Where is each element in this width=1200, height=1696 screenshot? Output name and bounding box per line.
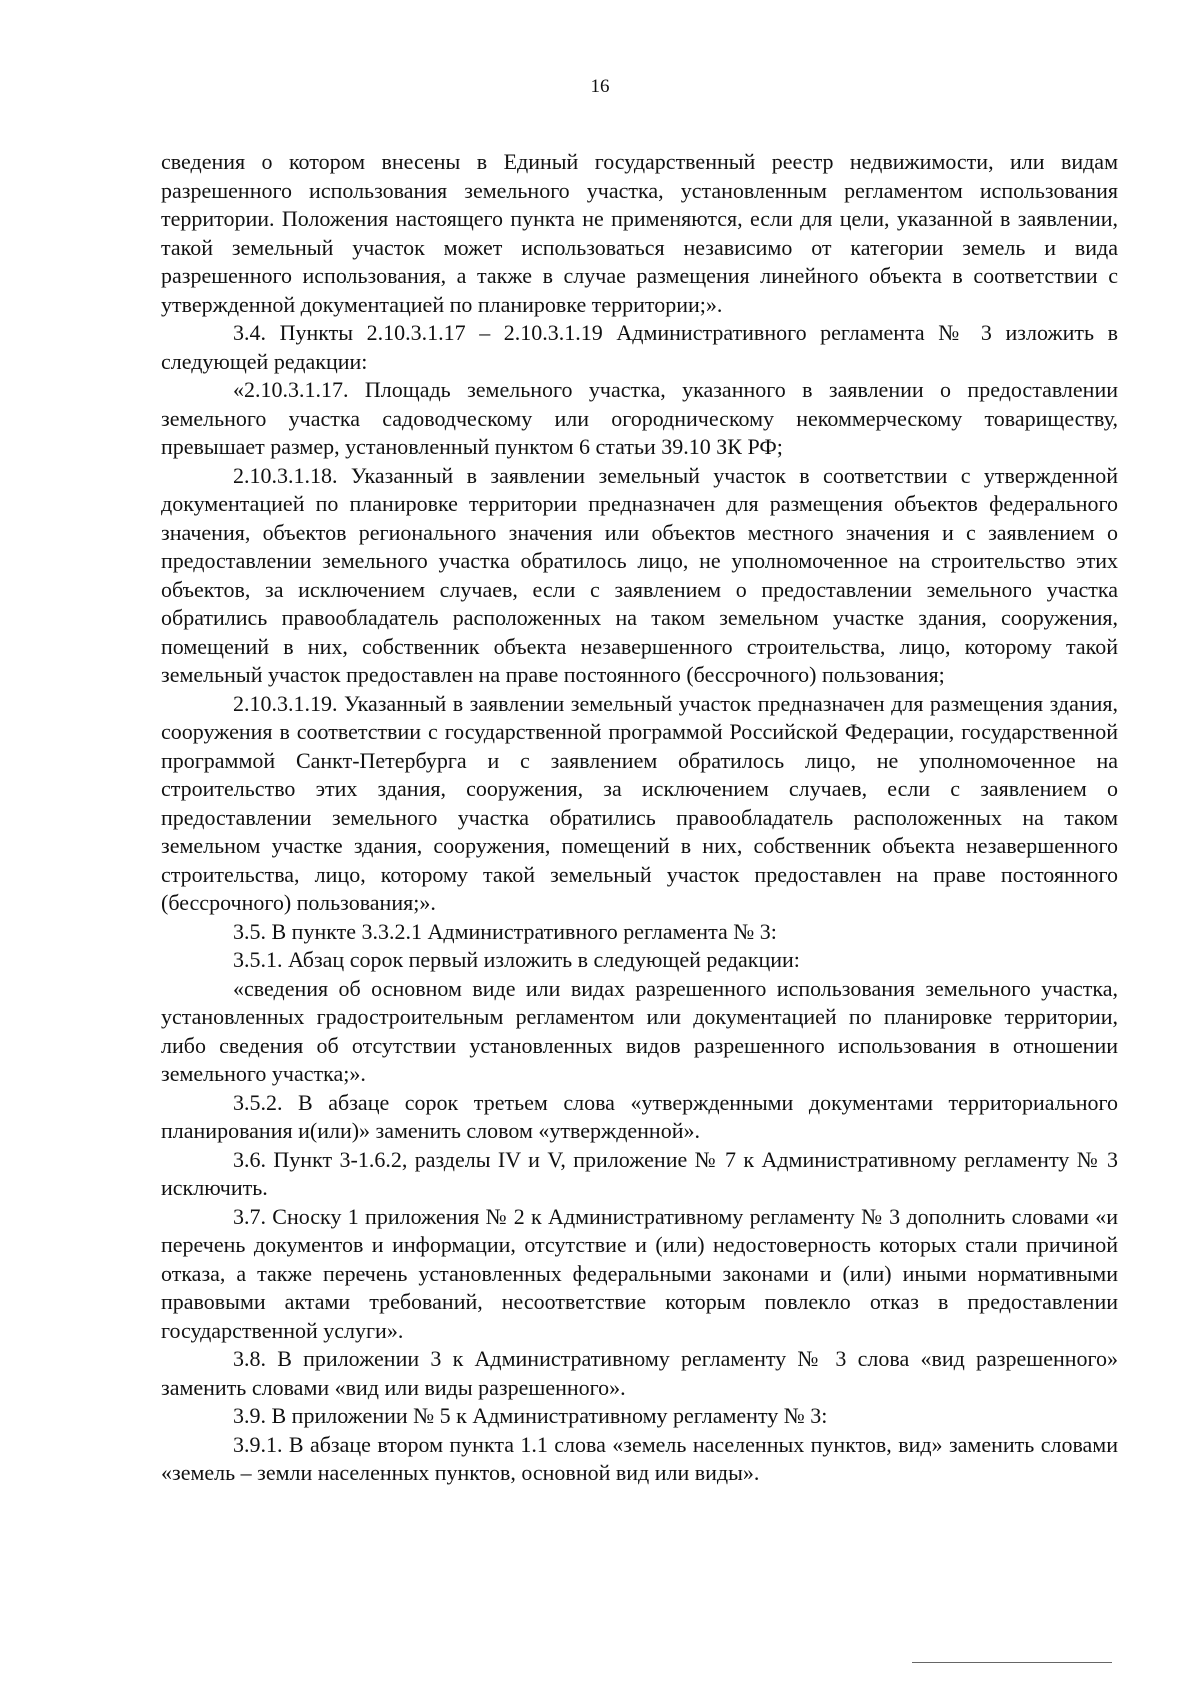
paragraph: 3.9. В приложении № 5 к Административному регламенту № 3: — [233, 1403, 828, 1428]
paragraph: 3.6. Пункт 3-1.6.2, разделы IV и V, приложение № 7 к Административному регламенту № 3 исключить. — [161, 1146, 1118, 1200]
paragraph: 3.9.1. В абзаце втором пункта 1.1 слова «земель населенных пунктов, вид» заменить словами «земель – земли населенных пунктов, основной вид или виды». — [161, 1431, 1118, 1485]
paragraph: 3.7. Сноску 1 приложения № 2 к Административному регламенту № 3 дополнить словами «и перечень документов и информации, отсутствие и (или) недостоверность которых стали причиной отказа, а также перечень установленных федеральными законами и (или) иными нормативными правовыми актами требований, несоответствие которым повлекло отказ в предоставлении государственной услуги». — [161, 1203, 1118, 1343]
paragraph: 2.10.3.1.19. Указанный в заявлении земельный участок предназначен для размещения здания, сооружения в соответствии с государственной программой Российской Федерации, государственной программой Санкт-Петербурга и с заявлением обратилось лицо, не уполномоченное на строительство этих здания, сооружения, за исключением случаев, если с заявлением о предоставлении земельного участка обратились правообладатель расположенных на таком земельном участке здания, сооружения, помещений в них, собственник объекта незавершенного строительства, лицо, которому такой земельный участок предоставлен на праве постоянного (бессрочного) пользования;». — [161, 690, 1118, 915]
paragraph: 3.8. В приложении 3 к Административному регламенту № 3 слова «вид разрешенного» заменить словами «вид или виды разрешенного». — [161, 1346, 1118, 1400]
paragraph: 3.5.1. Абзац сорок первый изложить в следующей редакции: — [233, 947, 800, 972]
paragraph: 3.4. Пункты 2.10.3.1.17 – 2.10.3.1.19 Административного регламента № 3 изложить в следующей редакции: — [161, 320, 1118, 374]
paragraph: 2.10.3.1.18. Указанный в заявлении земельный участок в соответствии с утвержденной документацией по планировке территории предназначен для размещения объектов федерального значения, объектов регионального значения или объектов местного значения и с заявлением о предоставлении земельного участка обратилось лицо, не уполномоченное на строительство этих объектов, за исключением случаев, если с заявлением о предоставлении земельного участка обратились правообладатель расположенных на таком земельном участке здания, сооружения, помещений в них, собственник объекта незавершенного строительства, лицо, которому такой земельный участок предоставлен на праве постоянного (бессрочного) пользования; — [161, 462, 1118, 687]
paragraph: «сведения об основном виде или видах разрешенного использования земельного участка, установленных градостроительным регламентом или документацией по планировке территории, либо сведения об отсутствии установленных видов разрешенного использования в отношении земельного участка;». — [161, 975, 1118, 1086]
paragraph: «2.10.3.1.17. Площадь земельного участка, указанного в заявлении о предоставлении земельного участка садоводческому или огородническому некоммерческому товариществу, превышает размер, установленный пунктом 6 статьи 39.10 ЗК РФ; — [161, 377, 1118, 459]
footer-rule — [912, 1662, 1112, 1663]
document-body — [161, 148, 1118, 1488]
page-number: 16 — [590, 76, 610, 97]
paragraph: сведения о котором внесены в Единый государственный реестр недвижимости, или видам разрешенного использования земельного участка, установленным регламентом использования территории. Положения настоящего пункта не применяются, если для цели, указанной в заявлении, такой земельный участок может использоваться независимо от категории земель и вида разрешенного использования, а также в случае размещения линейного объекта в соответствии с утвержденной документацией по планировке территории;». — [161, 149, 1118, 317]
paragraph: 3.5.2. В абзаце сорок третьем слова «утвержденными документами территориального планирования и(или)» заменить словом «утвержденной». — [161, 1089, 1118, 1143]
paragraph: 3.5. В пункте 3.3.2.1 Административного регламента № 3: — [233, 918, 777, 944]
